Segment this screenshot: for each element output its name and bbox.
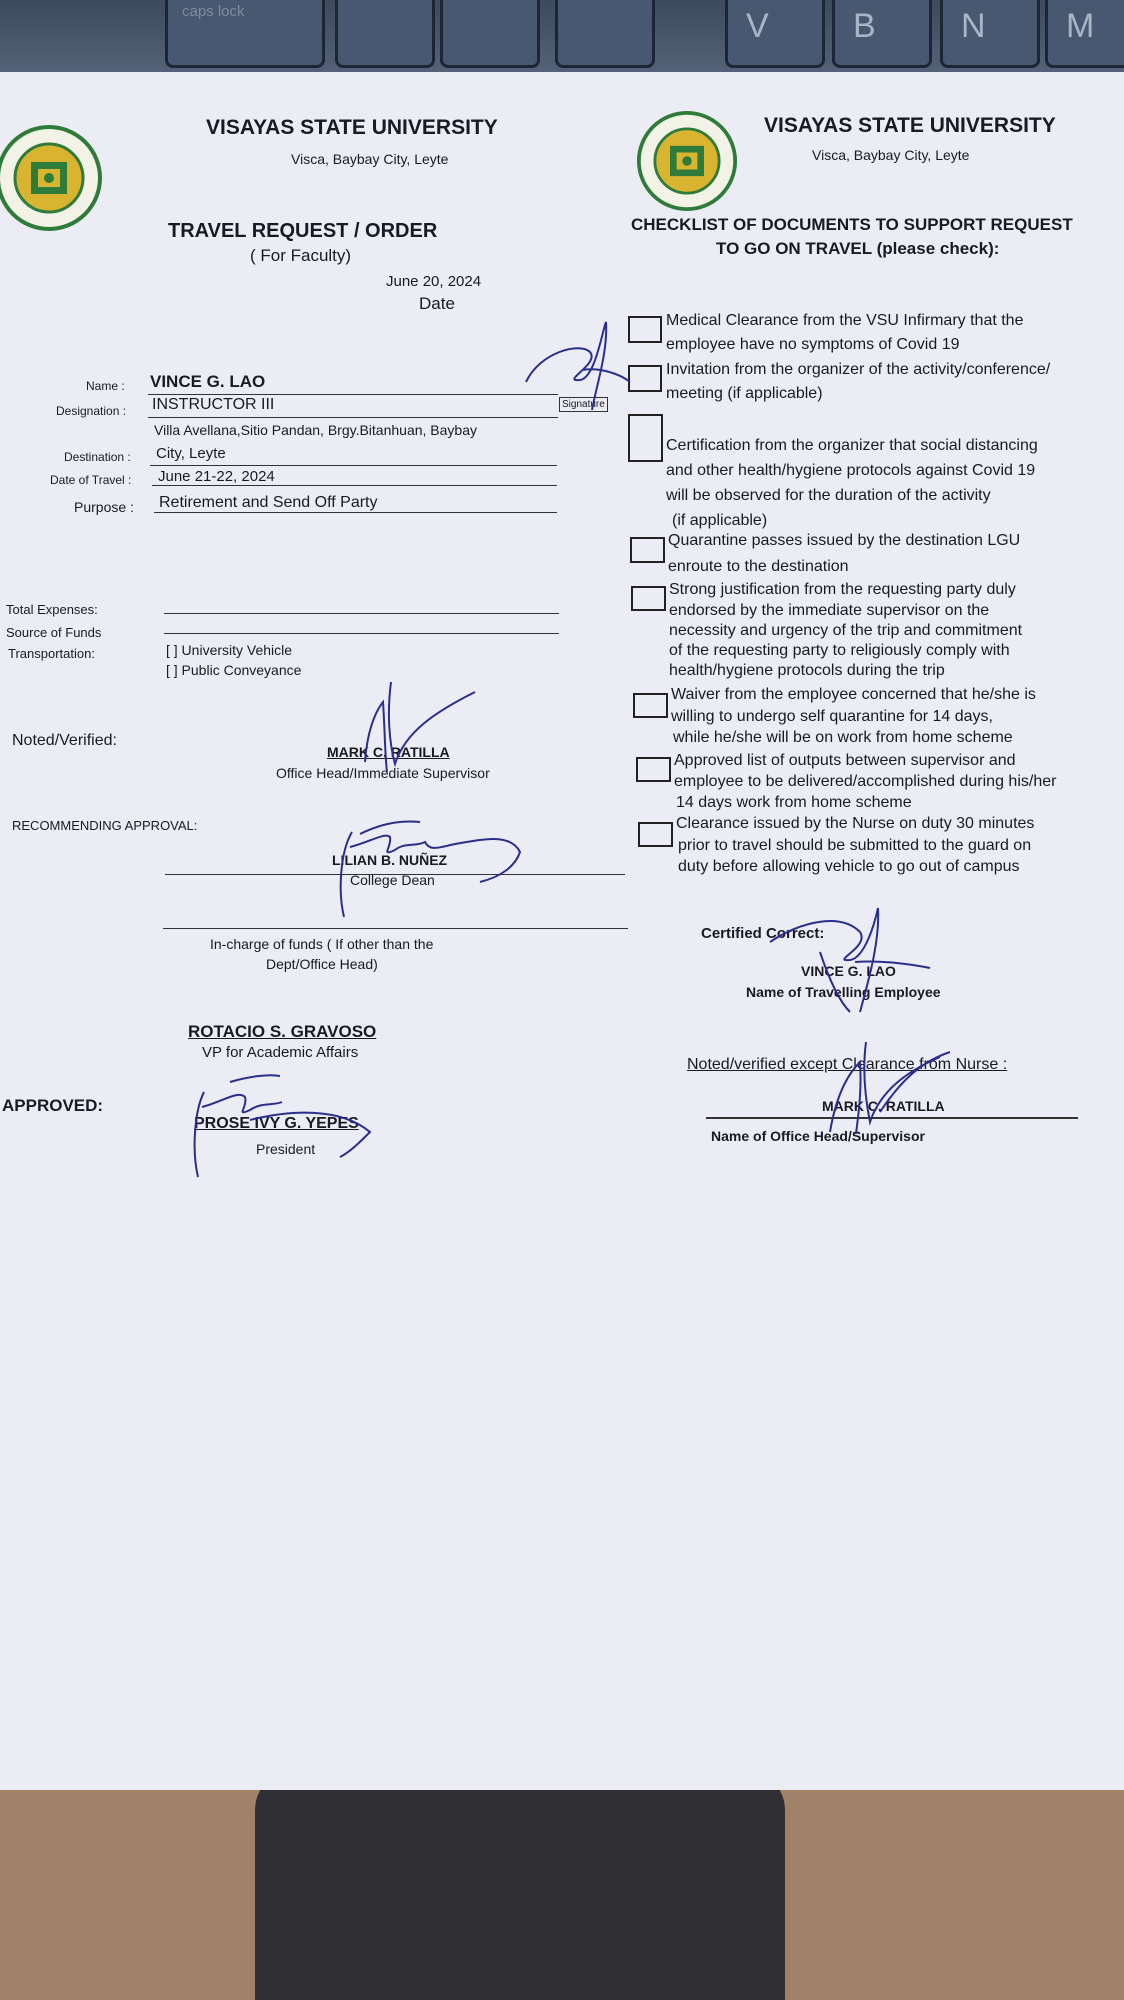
signature-lilian-nunez (330, 802, 530, 922)
date-label: Date (419, 294, 455, 313)
university-seal-right (636, 110, 738, 212)
source-funds-label: Source of Funds (6, 625, 102, 640)
checklist-title-2: TO GO ON TRAVEL (please check): (716, 239, 1000, 258)
checklist-item-5-line-2: endorsed by the immediate supervisor on the (669, 602, 990, 619)
destination-line2[interactable]: City, Leyte (156, 445, 226, 462)
noted-verified-label: Noted/Verified: (12, 732, 117, 749)
checklist-item-2-line-2: meeting (if applicable) (666, 385, 823, 402)
supervisor-name: MARK C. RATILLA (327, 744, 450, 760)
checklist-item-1-line-1: Medical Clearance from the VSU Infirmary that the (666, 312, 1024, 329)
checklist-item-1-line-2: employee have no symptoms of Covid 19 (666, 336, 960, 353)
dean-title: College Dean (350, 872, 435, 888)
transport-public-conveyance[interactable]: [ ] Public Conveyance (166, 662, 302, 678)
recommending-approval-label: RECOMMENDING APPROVAL: (12, 818, 198, 833)
checkbox-approved-outputs[interactable] (636, 757, 671, 782)
president-name: PROSE IVY G. YEPES (194, 1115, 359, 1132)
checklist-item-3-line-2: and other health/hygiene protocols against Covid 19 (666, 462, 1036, 479)
university-name-right: VISAYAS STATE UNIVERSITY (764, 114, 1056, 137)
checkbox-waiver[interactable] (633, 693, 668, 718)
signature-mark-ratilla-right (810, 1022, 960, 1142)
travel-date-value[interactable]: June 21-22, 2024 (158, 468, 275, 485)
designation-underline (148, 417, 558, 418)
checkbox-nurse-clearance[interactable] (638, 822, 673, 847)
checklist-item-4-line-2: enroute to the destination (668, 558, 849, 575)
checklist-item-3-line-4: (if applicable) (672, 512, 768, 529)
keyboard-key-b: B (832, 0, 932, 68)
keyboard-key (555, 0, 655, 68)
checklist-item-4-line-1: Quarantine passes issued by the destination LGU (668, 532, 1021, 549)
total-expenses-label: Total Expenses: (6, 602, 98, 617)
keyboard-key (440, 0, 540, 68)
certified-correct-label: Certified Correct: (701, 925, 825, 942)
checklist-item-6-line-1: Waiver from the employee concerned that he/she is (671, 686, 1036, 703)
travel-date-underline (152, 485, 557, 486)
checklist-item-8-line-3: duty before allowing vehicle to go out of campus (678, 858, 1020, 875)
checklist-item-6-line-3: while he/she will be on work from home scheme (673, 729, 1013, 746)
checklist-item-8-line-2: prior to travel should be submitted to the guard on (678, 837, 1032, 854)
supervisor-title: Office Head/Immediate Supervisor (276, 765, 490, 781)
destination-underline (150, 465, 557, 466)
checklist-item-6-line-2: willing to undergo self quarantine for 14 days, (671, 708, 993, 725)
approved-label: APPROVED: (2, 1096, 104, 1115)
noted-except-label: Noted/verified except Clearance from Nurse : (687, 1056, 1008, 1073)
keyboard-backdrop (0, 0, 1124, 78)
university-address-left: Visca, Baybay City, Leyte (291, 151, 449, 167)
purpose-label: Purpose : (74, 499, 134, 515)
keyboard-key-m: M (1045, 0, 1124, 68)
vp-title: VP for Academic Affairs (202, 1044, 359, 1061)
signature-mark-ratilla-left (355, 672, 485, 782)
document-page (0, 72, 1124, 1790)
desk-backdrop (0, 1770, 1124, 2000)
university-name-left: VISAYAS STATE UNIVERSITY (206, 116, 498, 139)
source-funds-underline (164, 633, 559, 634)
employee-name: VINCE G. LAO (801, 963, 896, 979)
purpose-value[interactable]: Retirement and Send Off Party (159, 494, 378, 511)
vp-name: ROTACIO S. GRAVOSO (188, 1022, 377, 1041)
office-head-title: Name of Office Head/Supervisor (711, 1128, 925, 1144)
designation-value[interactable]: INSTRUCTOR III (152, 396, 275, 413)
name-value[interactable]: VINCE G. LAO (150, 372, 266, 391)
checklist-item-8-line-1: Clearance issued by the Nurse on duty 30 minutes (676, 815, 1035, 832)
checklist-item-7-line-2: employee to be delivered/accomplished during his/her (674, 773, 1057, 790)
request-date: June 20, 2024 (386, 273, 482, 290)
signature-label: Signature (559, 397, 608, 412)
checkbox-quarantine-passes[interactable] (630, 537, 665, 563)
name-label: Name : (86, 379, 125, 393)
checklist-item-5-line-3: necessity and urgency of the trip and commitment (669, 622, 1023, 639)
checklist-title-1: CHECKLIST OF DOCUMENTS TO SUPPORT REQUEST (631, 215, 1073, 234)
form-title: TRAVEL REQUEST / ORDER (168, 220, 438, 242)
destination-label: Destination : (64, 450, 131, 464)
checklist-item-7-line-3: 14 days work from home scheme (676, 794, 912, 811)
name-underline (148, 394, 558, 395)
form-subtitle: ( For Faculty) (250, 246, 352, 265)
office-head-name: MARK C. RATILLA (822, 1098, 945, 1114)
purpose-underline (154, 512, 557, 513)
checklist-item-3-line-3: will be observed for the duration of the activity (666, 487, 991, 504)
keyboard-key (335, 0, 435, 68)
transportation-label: Transportation: (8, 646, 95, 661)
university-address-right: Visca, Baybay City, Leyte (812, 147, 970, 163)
employee-title: Name of Travelling Employee (746, 984, 941, 1000)
president-title: President (256, 1141, 316, 1157)
checklist-item-5-line-5: health/hygiene protocols during the trip (669, 662, 945, 679)
total-expenses-underline (164, 613, 559, 614)
university-seal-left (0, 124, 103, 232)
signature-vince-lao-left (520, 312, 635, 422)
checklist-item-2-line-1: Invitation from the organizer of the activity/conference/ (666, 361, 1051, 378)
checklist-item-7-line-1: Approved list of outputs between supervisor and (674, 752, 1016, 769)
checklist-item-5-line-1: Strong justification from the requesting party duly (669, 581, 1016, 598)
keyboard-key-v: V (725, 0, 825, 68)
checklist-item-5-line-4: of the requesting party to religiously comply with (669, 642, 1010, 659)
funds-signature-line (163, 928, 628, 929)
signature-vince-lao-right (760, 902, 940, 1022)
signature-prose-yepes (190, 1062, 390, 1182)
travel-date-label: Date of Travel : (50, 473, 132, 487)
checklist-item-3-line-1: Certification from the organizer that social distancing (666, 437, 1038, 454)
dean-name: LILIAN B. NUÑEZ (332, 852, 448, 868)
lap-backdrop (255, 1770, 785, 2000)
funds-incharge-label-1: In-charge of funds ( If other than the (210, 936, 434, 952)
transport-university-vehicle[interactable]: [ ] University Vehicle (166, 642, 293, 658)
caps-lock-key: caps lock (165, 0, 325, 68)
keyboard-key-n: N (940, 0, 1040, 68)
funds-incharge-label-2: Dept/Office Head) (266, 956, 378, 972)
checkbox-strong-justification[interactable] (631, 586, 666, 611)
destination-line1: Villa Avellana,Sitio Pandan, Brgy.Bitanhuan, Baybay (154, 422, 477, 438)
designation-label: Designation : (56, 404, 127, 418)
